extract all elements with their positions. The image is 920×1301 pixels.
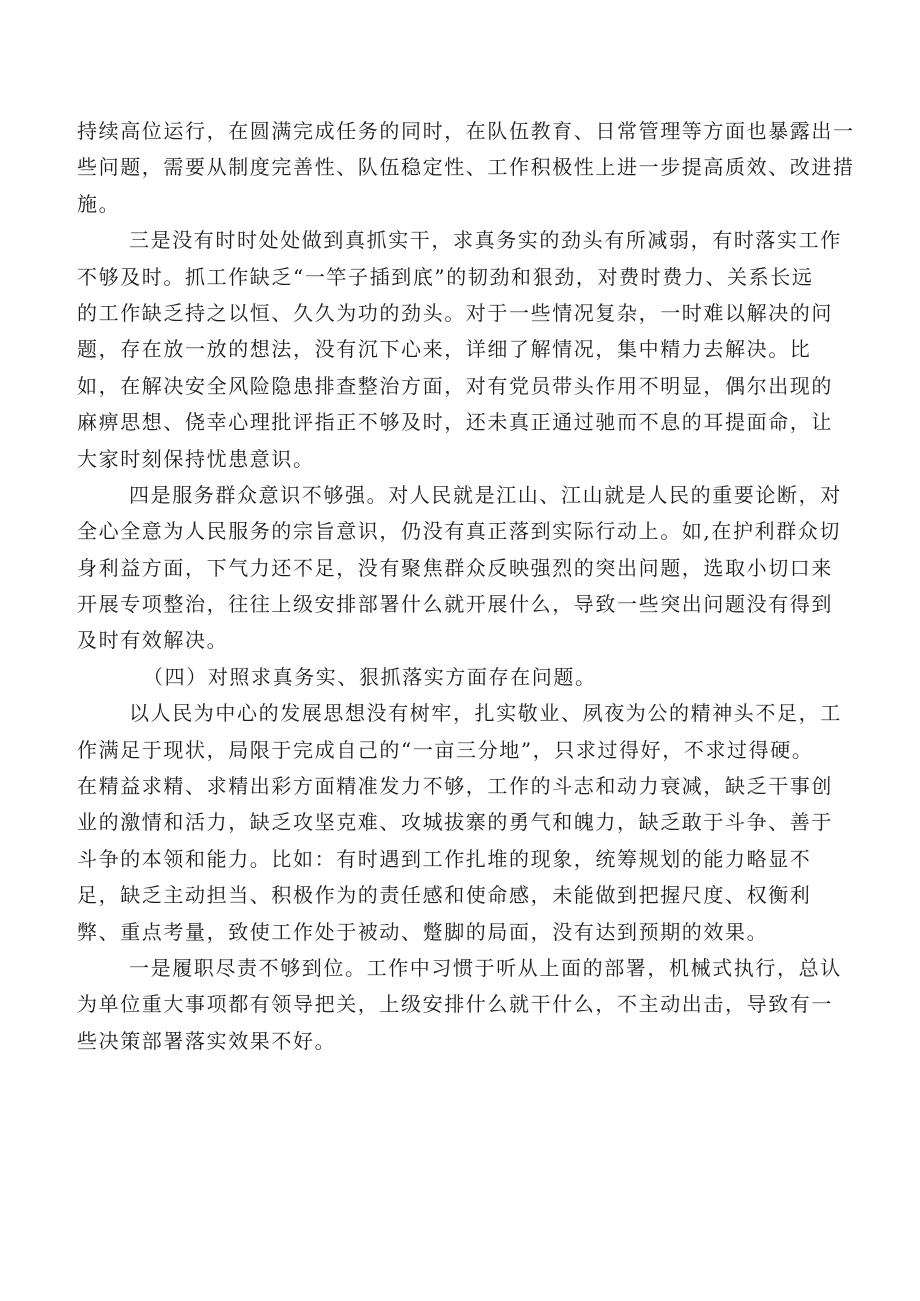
text-line: 全心全意为人民服务的宗旨意识，仍没有真正落到实际行动上。如,在护利群众切 — [77, 519, 841, 544]
paragraph-continuation — [77, 113, 855, 222]
section-heading: （四）对照求真务实、狠抓落实方面存在问题。 — [143, 664, 597, 689]
text-line: 弊、重点考量，致使工作处于被动、蹩脚的局面，没有达到预期的效果。 — [77, 919, 769, 944]
text-line: 业的激情和活力，缺乏攻坚克难、攻城拔寨的勇气和魄力，缺乏敢于斗争、善于 — [77, 810, 833, 835]
text-line: 些决策部署落实效果不好。 — [77, 1028, 337, 1053]
paragraph-point-four — [77, 477, 843, 659]
text-line: 以人民为中心的发展思想没有树牢，扎实敬业、夙夜为公的精神头不足，工 — [129, 701, 842, 726]
text-line: 如，在解决安全风险隐患排查整治方面，对有党员带头作用不明显，偶尔出现的 — [77, 373, 833, 398]
text-line: 在精益求精、求精出彩方面精准发力不够，工作的斗志和动力衰减，缺乏干事创 — [77, 774, 833, 799]
text-line: 的工作缺乏持之以恒、久久为功的劲头。对于一些情况复杂，一时难以解决的问 — [77, 300, 833, 325]
document-body — [77, 113, 855, 1059]
text-line: 及时有效解决。 — [77, 628, 229, 653]
text-line: 一是履职尽责不够到位。工作中习惯于听从上面的部署，机械式执行，总认 — [129, 955, 842, 980]
section-heading-four — [77, 659, 843, 695]
text-line: 足，缺乏主动担当、积极作为的责任感和使命感，未能做到把握尺度、权衡利 — [77, 883, 812, 908]
text-line: 三是没有时时处处做到真抓实干，求真务实的劲头有所减弱，有时落实工作 — [129, 228, 842, 253]
text-line: 开展专项整治，往往上级安排部署什么就开展什么，导致一些突出问题没有得到 — [77, 592, 833, 617]
text-line: 麻痹思想、侥幸心理批评指正不够及时，还未真正通过驰而不息的耳提面命，让 — [77, 410, 833, 435]
text-line: 为单位重大事项都有领导把关，上级安排什么就干什么，不主动出击，导致有一 — [77, 992, 833, 1017]
paragraph-point-one — [77, 950, 843, 1059]
text-line: 些问题，需要从制度完善性、队伍稳定性、工作积极性上进一步提高质效、改进措 — [77, 155, 855, 180]
text-line: 施。 — [77, 191, 121, 216]
paragraph-point-three — [77, 222, 843, 477]
text-line: 大家时刻保持忧患意识。 — [77, 446, 315, 471]
text-line: 斗争的本领和能力。比如：有时遇到工作扎堆的现象，统筹规划的能力略显不 — [77, 846, 812, 871]
text-line: 题，存在放一放的想法，没有沉下心来，详细了解情况，集中精力去解决。比 — [77, 337, 812, 362]
text-line: 作满足于现状，局限于完成自己的“一亩三分地”，只求过得好，不求过得硬。 — [77, 737, 814, 762]
text-line: 身利益方面，下气力还不足，没有聚焦群众反映强烈的突出问题，选取小切口来 — [77, 555, 833, 580]
text-line: 不够及时。抓工作缺乏“一竿子插到底”的韧劲和狠劲，对费时费力、关系长远 — [77, 264, 814, 289]
paragraph-people-centered — [77, 695, 843, 950]
text-line: 持续高位运行，在圆满完成任务的同时，在队伍教育、日常管理等方面也暴露出一 — [77, 119, 855, 143]
text-line: 四是服务群众意识不够强。对人民就是江山、江山就是人民的重要论断，对 — [129, 482, 842, 507]
